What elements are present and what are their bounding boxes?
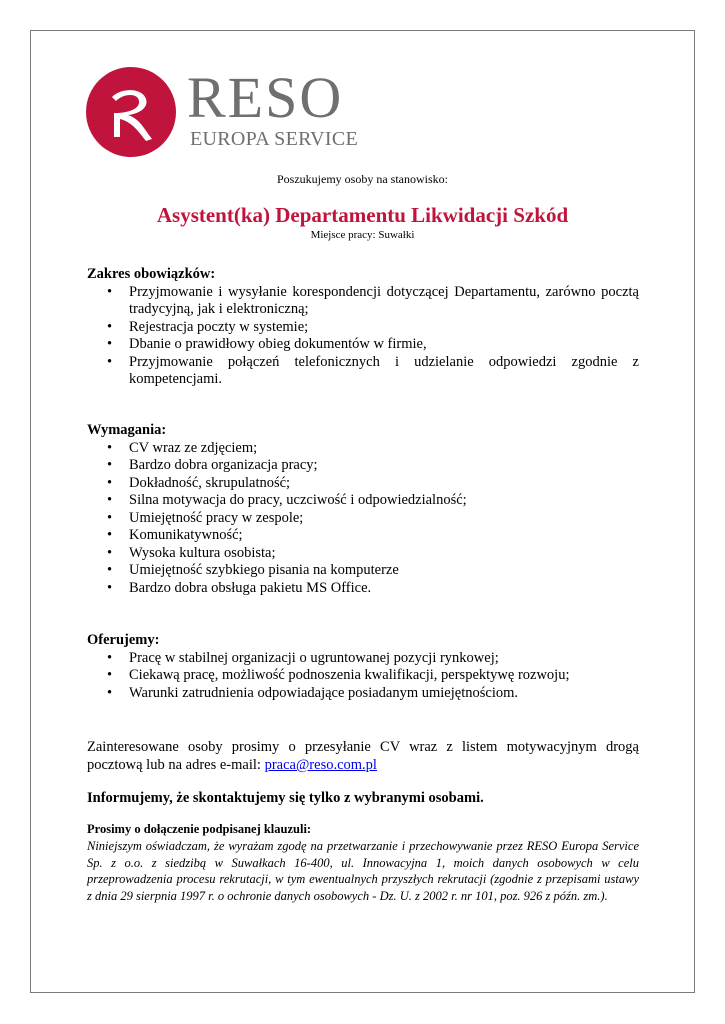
list-item-text: Silna motywacja do pracy, uczciwość i odpowiedzialność; bbox=[129, 492, 467, 508]
requirements-section bbox=[87, 422, 639, 597]
bullet-icon: • bbox=[107, 684, 113, 701]
intro-text: Poszukujemy osoby na stanowisko: bbox=[277, 172, 448, 186]
list-item-text: Bardzo dobra obsługa pakietu MS Office. bbox=[129, 579, 372, 596]
duties-list bbox=[87, 284, 639, 389]
bullet-icon: • bbox=[107, 492, 113, 508]
offer-heading: Oferujemy: bbox=[87, 632, 160, 648]
list-item-text: Przyjmowanie połączeń telefonicznych i udzielanie odpowiedzi zgodnie z kompetencjami. bbox=[129, 353, 639, 387]
list-item bbox=[87, 562, 639, 580]
list-item bbox=[87, 284, 639, 319]
list-item bbox=[87, 475, 639, 493]
list-item-text: Ciekawą pracę, możliwość podnoszenia kwalifikacji, perspektywę rozwoju; bbox=[129, 667, 570, 683]
bullet-icon: • bbox=[107, 544, 113, 561]
reso-logo-icon bbox=[86, 67, 176, 157]
list-item-text: Bardzo dobra organizacja pracy; bbox=[129, 457, 318, 473]
job-title: Asystent(ka) Departamentu Likwidacji Szkód bbox=[156, 203, 569, 227]
bullet-icon: • bbox=[107, 318, 113, 335]
list-item bbox=[87, 510, 639, 528]
list-item bbox=[87, 545, 639, 563]
list-item-text: Przyjmowanie i wysyłanie korespondencji dotyczącej Departamentu, zarówno pocztą tradycyjną, jak i elektroniczną; bbox=[129, 283, 639, 317]
bullet-icon: • bbox=[107, 649, 113, 666]
list-item-text: Pracę w stabilnej organizacji o ugruntowanej pozycji rynkowej; bbox=[129, 649, 499, 666]
requirements-heading: Wymagania: bbox=[87, 422, 167, 438]
list-item bbox=[87, 685, 639, 703]
bullet-icon: • bbox=[107, 283, 113, 300]
list-item bbox=[87, 527, 639, 545]
bullet-icon: • bbox=[107, 527, 113, 543]
clause-text: Niniejszym oświadczam, że wyrażam zgodę na przetwarzanie i przechowywanie przez RESO Europa Service Sp. z o.o. z siedzibą w Suwałkach 16-400, ul. Innowacyjna 1, moich danych osobowych w celu przeprowadzenia procesu rekrutacji, w tym ewentualnych przyszłych rekrutacji (zgodnie z przepisami ustawy z dnia 29 sierpnia 1997 r. o ochronie danych osobowych - Dz. U. z 2002 r. nr 101, poz. 926 z późn. zm.). bbox=[87, 838, 639, 904]
logo-brand-text: RESO bbox=[187, 65, 344, 130]
list-item bbox=[87, 319, 639, 337]
list-item-text: Umiejętność pracy w zespole; bbox=[129, 509, 304, 526]
offer-list bbox=[87, 650, 639, 703]
bullet-icon: • bbox=[107, 353, 113, 370]
list-item-text: Dbanie o prawidłowy obieg dokumentów w firmie, bbox=[129, 336, 427, 352]
bullet-icon: • bbox=[107, 474, 113, 491]
duties-heading: Zakres obowiązków: bbox=[87, 266, 216, 282]
clause-heading: Prosimy o dołączenie podpisanej klauzuli: bbox=[87, 822, 312, 836]
list-item bbox=[87, 354, 639, 389]
bullet-icon: • bbox=[107, 562, 113, 578]
list-item bbox=[87, 667, 639, 685]
bullet-icon: • bbox=[107, 457, 113, 473]
bullet-icon: • bbox=[107, 579, 113, 596]
list-item bbox=[87, 336, 639, 354]
list-item-text: Warunki zatrudnienia odpowiadające posiadanym umiejętnościom. bbox=[129, 684, 519, 701]
list-item-text: Rejestracja poczty w systemie; bbox=[129, 318, 309, 335]
list-item-text: Wysoka kultura osobista; bbox=[129, 544, 276, 561]
list-item-text: Umiejętność szybkiego pisania na komputerze bbox=[129, 562, 399, 578]
list-item bbox=[87, 580, 639, 598]
consent-clause bbox=[87, 821, 639, 905]
bullet-icon: • bbox=[107, 667, 113, 683]
notice-text: Informujemy, że skontaktujemy się tylko z wybranymi osobami. bbox=[87, 790, 484, 806]
company-logo bbox=[86, 65, 359, 157]
list-item-text: Komunikatywność; bbox=[129, 527, 243, 543]
bullet-icon: • bbox=[107, 439, 113, 456]
email-link[interactable]: praca@reso.com.pl bbox=[264, 757, 377, 773]
bullet-icon: • bbox=[107, 509, 113, 526]
contact-paragraph bbox=[87, 738, 639, 774]
list-item bbox=[87, 492, 639, 510]
duties-section bbox=[87, 266, 639, 389]
list-item-text: CV wraz ze zdjęciem; bbox=[129, 439, 258, 456]
workplace-text: Miejsce pracy: Suwałki bbox=[310, 229, 415, 241]
list-item-text: Dokładność, skrupulatność; bbox=[129, 474, 291, 491]
requirements-list bbox=[87, 440, 639, 598]
bullet-icon: • bbox=[107, 336, 113, 352]
list-item bbox=[87, 650, 639, 668]
contact-text: Zainteresowane osoby prosimy o przesyłanie CV wraz z listem motywacyjnym drogą pocztową lub na adres e-mail: bbox=[87, 739, 639, 773]
list-item bbox=[87, 457, 639, 475]
list-item bbox=[87, 440, 639, 458]
offer-section bbox=[87, 632, 639, 702]
logo-subtitle: EUROPA SERVICE bbox=[190, 128, 359, 150]
